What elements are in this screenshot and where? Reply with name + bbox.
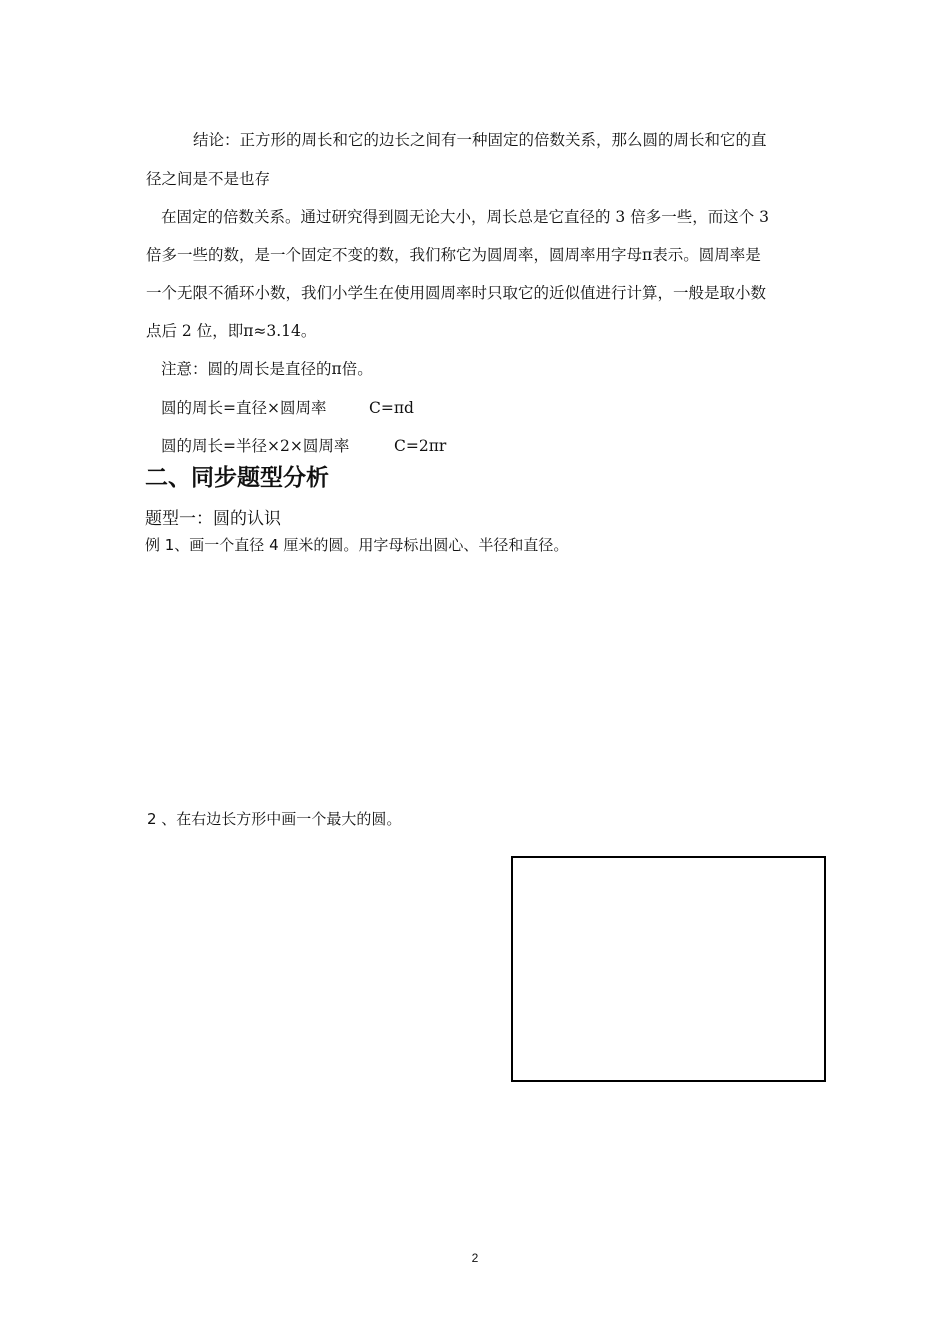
formula-2-text: 圆的周长=半径×2×圆周率 — [161, 437, 350, 455]
formula-1-expr: C=πd — [369, 399, 414, 417]
example-2: 2 、在右边长方形中画一个最大的圆。 — [147, 810, 402, 828]
section-title: 二、同步题型分析 — [145, 465, 329, 491]
note-line: 注意：圆的周长是直径的π倍。 — [161, 360, 373, 378]
conclusion-line-2: 径之间是不是也存 — [146, 170, 271, 188]
rectangle-drawing-area — [511, 856, 826, 1082]
conclusion-line-5: 一个无限不循环小数，我们小学生在使用圆周率时只取它的近似值进行计算，一般是取小数 — [146, 284, 767, 302]
formula-2-expr: C=2πr — [394, 437, 447, 455]
example-1: 例 1、画一个直径 4 厘米的圆。用字母标出圆心、半径和直径。 — [145, 536, 569, 554]
page-number: 2 — [471, 1251, 479, 1265]
formula-line-1 — [161, 398, 414, 418]
conclusion-line-1: 结论：正方形的周长和它的边长之间有一种固定的倍数关系，那么圆的周长和它的直 — [193, 131, 767, 149]
formula-1-text: 圆的周长=直径×圆周率 — [161, 399, 327, 417]
conclusion-line-3: 在固定的倍数关系。通过研究得到圆无论大小，周长总是它直径的 3 倍多一些，而这个 3 — [161, 208, 770, 226]
conclusion-line-6: 点后 2 位，即π≈3.14。 — [146, 322, 317, 340]
type-1-heading: 题型一：圆的认识 — [145, 509, 281, 529]
formula-line-2 — [161, 436, 446, 456]
conclusion-line-4: 倍多一些的数，是一个固定不变的数，我们称它为圆周率，圆周率用字母π表示。圆周率是 — [146, 246, 761, 264]
